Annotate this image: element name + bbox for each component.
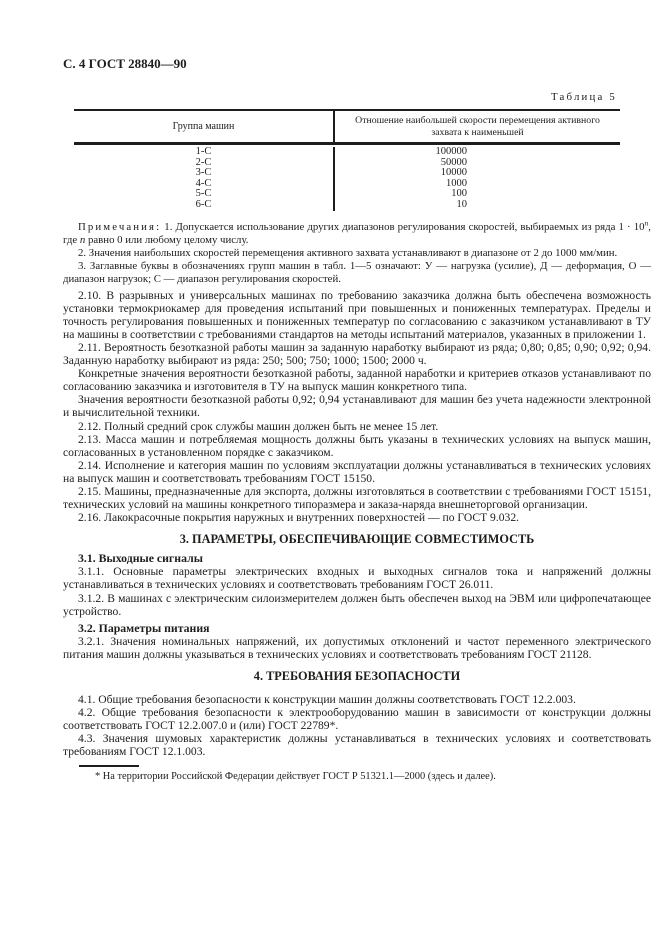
table-body [74, 145, 620, 213]
notes-label: Примечания: [78, 220, 162, 233]
paragraph-2-11: 2.11. Вероятность безотказной работы машин за заданную наработку выбирают из ряда; 0,80; 0,85; 0,90; 0,92; 0,94. Заданную наработку выбирают из ряда: 250; 500; 750; 1000; 1500; 2000 ч. [63, 340, 651, 368]
running-header: С. 4 ГОСТ 28840—90 [63, 56, 187, 71]
note-1-text: равно 0 или любому целому числу. [85, 233, 249, 246]
paragraph-2-15: 2.15. Машины, предназначенные для экспорта, должны изготовляться в соответствии с требованиями ГОСТ 15151, технических условий на машины конкретного типоразмера и заказа-наряда внешнеторговой организации. [63, 484, 651, 512]
table-cell-ratio [333, 189, 620, 200]
section-4-heading: 4. ТРЕБОВАНИЯ БЕЗОПАСНОСТИ [253, 669, 461, 683]
paragraph-4-1: 4.1. Общие требования безопасности к конструкции машин должны соответствовать ГОСТ 12.2.003. [78, 693, 576, 706]
table-cell-group: 3-С [195, 167, 212, 179]
section-4-body [63, 693, 651, 758]
table-cell-ratio [333, 179, 620, 190]
table-cell-group: 6-С [195, 198, 212, 210]
table-cell-ratio [333, 158, 620, 169]
section-3-body [63, 552, 651, 661]
table-row [74, 147, 620, 158]
table-row [74, 200, 620, 211]
table-cell-ratio [333, 168, 620, 179]
table-row [74, 168, 620, 179]
note-1-superscript: n [644, 217, 649, 227]
note-1 [63, 217, 651, 247]
paragraph-4-3: 4.3. Значения шумовых характеристик должны устанавливаться в технических условиях и соответствовать требованиям ГОСТ 12.1.003. [63, 732, 651, 759]
ratio-value: 1000 [446, 177, 467, 189]
table-cell-ratio [333, 200, 620, 211]
ratio-value: 50000 [440, 156, 467, 168]
paragraph-2-10: 2.10. В разрывных и универсальных машинах по требованию заказчика должна быть обеспечена возможность установки термокриокамер для проведения испытаний при повышенных и пониженных температурах. Пределы и точность регулирования повышенных и пониженных температур по согласованию с заказчиком устанавливают в ТУ на машины в соответствии с требованиями стандартов на методы испытаний материалов, указанных в приложении 1. [63, 288, 651, 341]
ratio-value: 10 [456, 198, 467, 210]
table-cell-ratio [333, 147, 620, 158]
paragraph-2-14: 2.14. Исполнение и категория машин по условиям эксплуатации должны устанавливаться в технических условиях на выпуск машин и соответствовать требованиям ГОСТ 15150. [63, 458, 651, 485]
note-1-variable: n [79, 233, 86, 246]
note-2: 2. Значения наибольших скоростей перемещения активного захвата устанавливают в диапазоне от 2 до 1000 мм/мин. [78, 246, 618, 259]
table-cell-group: 2-С [195, 156, 212, 168]
ratio-value: 100000 [435, 146, 467, 157]
ratio-value: 10000 [440, 167, 467, 179]
paragraph-2-13: 2.13. Масса машин и потребляемая мощность должны быть указаны в технических условиях на выпуск машин, согласованных в установленном порядке с заказчиком. [63, 432, 651, 459]
paragraph-2-11-b: Значения вероятности безотказной работы 0,92; 0,94 устанавливают для машин без учета надежности электронной и вычислительной техники. [63, 393, 651, 420]
note-1-text: 1. Допускается использование других диапазонов регулирования скоростей, выбираемых из ряда 1 · 10 [161, 220, 645, 233]
paragraph-2-12: 2.12. Полный средний срок службы машин должен быть не менее 15 лет. [78, 419, 439, 433]
table-cell-group: 5-С [195, 188, 212, 200]
section-3-heading: 3. ПАРАМЕТРЫ, ОБЕСПЕЧИВАЮЩИЕ СОВМЕСТИМОСТЬ [179, 532, 535, 547]
footnote-divider [79, 765, 139, 767]
paragraph-4-2: 4.2. Общие требования безопасности к электрооборудованию машин в зависимости от конструкции должны соответствовать ГОСТ 12.2.007.0 и (или) ГОСТ 22789*. [63, 706, 651, 733]
paragraph-3-1-1: 3.1.1. Основные параметры электрических входных и выходных сигналов тока и напряжений должны устанавливаться в технических условиях и соответствовать требованиям ГОСТ 26.011. [63, 565, 651, 592]
table-header-row [74, 111, 620, 145]
ratio-value: 100 [451, 188, 467, 200]
subsection-3-2-heading: 3.2. Параметры питания [78, 620, 210, 635]
table-row [74, 189, 620, 200]
table-caption: Таблица 5 [551, 91, 617, 103]
table-cell-group: 1-С [195, 146, 212, 157]
footnote-text: * На территории Российской Федерации действует ГОСТ Р 51321.1—2000 (здесь и далее). [95, 771, 496, 783]
table-5 [74, 109, 620, 213]
note-3: 3. Заглавные буквы в обозначениях групп машин в табл. 1—5 означают: У — нагрузка (усилие), Д — деформация, О — диапазон нагрузок; С — диапазон регулирования скоростей. [63, 259, 651, 285]
table-row [74, 179, 620, 190]
page-content [63, 57, 651, 783]
table-col2-header: Отношение наибольшей скорости перемещения активного захвата к наименьшей [333, 111, 620, 142]
table-cell-group: 4-С [195, 177, 212, 189]
note-1-text: , где [63, 220, 651, 246]
section-2-paragraphs [63, 289, 651, 525]
subsection-3-1-heading: 3.1. Выходные сигналы [78, 551, 203, 566]
paragraph-3-2-1: 3.2.1. Значения номинальных напряжений, их допустимых отклонений и частот переменного электрического питания машин должны указываться в технических условиях и соответствовать требованиям ГОСТ 21128. [63, 634, 651, 661]
table-notes [63, 217, 651, 286]
paragraph-2-11-a: Конкретные значения вероятности безотказной работы, заданной наработки и критериев отказов устанавливают по согласованию заказчика и изготовителя в ТУ на выпуск машин конкретного типа. [63, 367, 651, 394]
paragraph-3-1-2: 3.1.2. В машинах с электрическим силоизмерителем должен быть обеспечен выход на ЭВМ или цифропечатающее устройство. [63, 591, 651, 618]
paragraph-2-16: 2.16. Лакокрасочные покрытия наружных и внутренних поверхностей — по ГОСТ 9.032. [78, 511, 520, 525]
table-col1-header: Группа машин [172, 120, 235, 132]
table-row [74, 158, 620, 169]
